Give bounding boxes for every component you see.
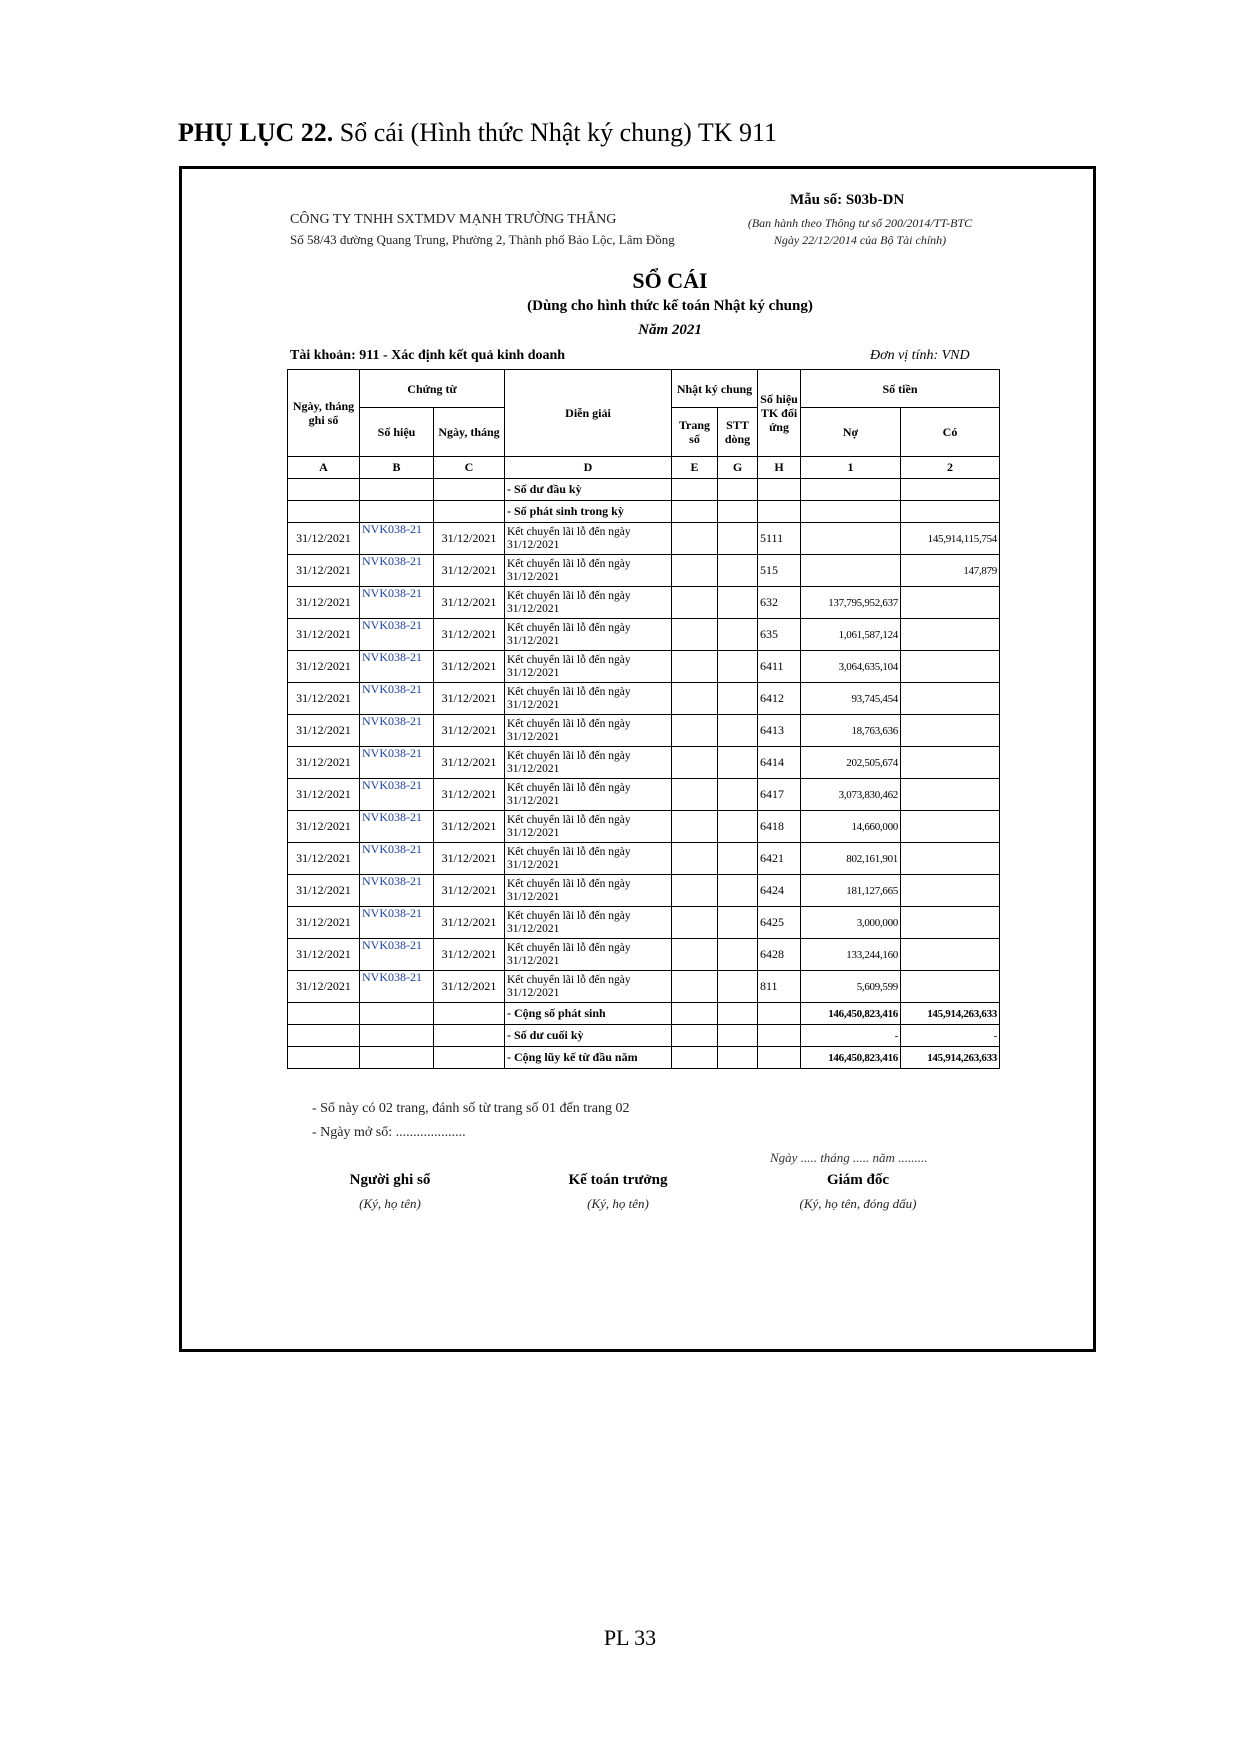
closing-balance-row [288, 1025, 1000, 1047]
entry-account: 6418 [758, 811, 801, 843]
entry-debit: 3,064,635,104 [801, 651, 901, 683]
letter-h: H [758, 457, 801, 479]
entry-doc-number: NVK038-21 [360, 683, 434, 715]
entry-doc-number: NVK038-21 [360, 523, 434, 555]
letter-e: E [672, 457, 718, 479]
entry-journal-page [672, 907, 718, 939]
entry-journal-page [672, 843, 718, 875]
entry-account: 6412 [758, 683, 801, 715]
entry-date: 31/12/2021 [288, 843, 360, 875]
entry-description: Kết chuyển lãi lỗ đến ngày 31/12/2021 [505, 619, 672, 651]
entry-debit: 202,505,674 [801, 747, 901, 779]
opening-label: - Số dư đầu kỳ [505, 479, 672, 501]
entry-description: Kết chuyển lãi lỗ đến ngày 31/12/2021 [505, 971, 672, 1003]
entry-account: 6425 [758, 907, 801, 939]
entry-debit [801, 555, 901, 587]
entry-journal-page [672, 811, 718, 843]
header-journal: Nhật ký chung [672, 370, 758, 408]
entry-account: 811 [758, 971, 801, 1003]
header-description: Diễn giải [505, 370, 672, 457]
entry-credit [901, 811, 1000, 843]
period-label-row [288, 501, 1000, 523]
heading-rest: Sổ cái (Hình thức Nhật ký chung) TK 911 [333, 118, 778, 147]
entry-journal-line [718, 555, 758, 587]
entry-description: Kết chuyển lãi lỗ đến ngày 31/12/2021 [505, 747, 672, 779]
entry-account: 6424 [758, 875, 801, 907]
table-row [288, 971, 1000, 1003]
ledger-title: SỔ CÁI [632, 268, 708, 293]
entry-account: 6413 [758, 715, 801, 747]
entry-journal-line [718, 587, 758, 619]
entry-doc-date: 31/12/2021 [434, 683, 505, 715]
entry-journal-line [718, 907, 758, 939]
letter-a: A [288, 457, 360, 479]
entry-doc-date: 31/12/2021 [434, 587, 505, 619]
form-code: Mẫu số: S03b-DN [790, 192, 905, 208]
letter-1: 1 [801, 457, 901, 479]
entry-date: 31/12/2021 [288, 747, 360, 779]
entry-debit [801, 523, 901, 555]
table-row [288, 779, 1000, 811]
entry-date: 31/12/2021 [288, 683, 360, 715]
entry-doc-date: 31/12/2021 [434, 651, 505, 683]
entry-journal-line [718, 971, 758, 1003]
entry-account: 6428 [758, 939, 801, 971]
signature-recorder: Người ghi sổ [349, 1172, 431, 1188]
entry-doc-number: NVK038-21 [360, 555, 434, 587]
header-line: STT dòng [718, 408, 758, 457]
letter-d: D [505, 457, 672, 479]
header-credit: Có [901, 408, 1000, 457]
entry-description: Kết chuyển lãi lỗ đến ngày 31/12/2021 [505, 683, 672, 715]
entry-credit: 147,879 [901, 555, 1000, 587]
entry-doc-date: 31/12/2021 [434, 619, 505, 651]
entry-doc-number: NVK038-21 [360, 651, 434, 683]
entry-doc-number: NVK038-21 [360, 779, 434, 811]
header-page: Trang số [672, 408, 718, 457]
company-address: Số 58/43 đường Quang Trung, Phường 2, Thành phố Bảo Lộc, Lâm Đồng [290, 232, 675, 247]
entry-credit [901, 779, 1000, 811]
form-note-line2: Ngày 22/12/2014 của Bộ Tài chính) [773, 233, 947, 247]
entry-journal-page [672, 971, 718, 1003]
header-voucher: Chứng từ [360, 370, 505, 408]
ytd-label: - Cộng lũy kế từ đầu năm [505, 1047, 672, 1069]
table-row [288, 587, 1000, 619]
entry-journal-line [718, 875, 758, 907]
closing-credit: - [901, 1025, 1000, 1047]
entry-journal-line [718, 683, 758, 715]
entry-date: 31/12/2021 [288, 523, 360, 555]
entry-journal-page [672, 587, 718, 619]
entry-date: 31/12/2021 [288, 619, 360, 651]
header-voucher-date: Ngày, tháng [434, 408, 505, 457]
table-row [288, 715, 1000, 747]
entry-debit: 181,127,665 [801, 875, 901, 907]
entry-doc-date: 31/12/2021 [434, 555, 505, 587]
entry-date: 31/12/2021 [288, 907, 360, 939]
ytd-total-row [288, 1047, 1000, 1069]
period-total-debit: 146,450,823,416 [801, 1003, 901, 1025]
entry-description: Kết chuyển lãi lỗ đến ngày 31/12/2021 [505, 907, 672, 939]
entry-doc-number: NVK038-21 [360, 715, 434, 747]
ledger-table [287, 369, 1000, 1069]
entry-date: 31/12/2021 [288, 779, 360, 811]
letter-2: 2 [901, 457, 1000, 479]
entry-journal-page [672, 747, 718, 779]
entry-description: Kết chuyển lãi lỗ đến ngày 31/12/2021 [505, 779, 672, 811]
entry-debit: 3,000,000 [801, 907, 901, 939]
entry-description: Kết chuyển lãi lỗ đến ngày 31/12/2021 [505, 811, 672, 843]
entry-journal-line [718, 715, 758, 747]
entry-doc-number: NVK038-21 [360, 619, 434, 651]
signature-director: Giám đốc [826, 1172, 890, 1188]
entry-doc-date: 31/12/2021 [434, 843, 505, 875]
ytd-credit: 145,914,263,633 [901, 1047, 1000, 1069]
entry-debit: 5,609,599 [801, 971, 901, 1003]
entry-credit [901, 587, 1000, 619]
letter-b: B [360, 457, 434, 479]
period-label: - Số phát sinh trong kỳ [505, 501, 672, 523]
entry-debit: 3,073,830,462 [801, 779, 901, 811]
table-row [288, 747, 1000, 779]
entry-doc-number: NVK038-21 [360, 811, 434, 843]
entry-description: Kết chuyển lãi lỗ đến ngày 31/12/2021 [505, 843, 672, 875]
entry-credit [901, 715, 1000, 747]
entry-journal-page [672, 555, 718, 587]
entry-debit: 14,660,000 [801, 811, 901, 843]
entry-date: 31/12/2021 [288, 939, 360, 971]
page-heading [178, 118, 777, 148]
entry-debit: 18,763,636 [801, 715, 901, 747]
entry-description: Kết chuyển lãi lỗ đến ngày 31/12/2021 [505, 523, 672, 555]
entry-description: Kết chuyển lãi lỗ đến ngày 31/12/2021 [505, 555, 672, 587]
entry-doc-number: NVK038-21 [360, 939, 434, 971]
signature-chief: Kế toán trưởng [568, 1172, 668, 1188]
note-pages: - Sổ này có 02 trang, đánh số từ trang số 01 đến trang 02 [312, 1101, 630, 1116]
entry-doc-date: 31/12/2021 [434, 907, 505, 939]
entry-credit [901, 971, 1000, 1003]
table-row [288, 939, 1000, 971]
entry-journal-line [718, 939, 758, 971]
signature-recorder-sub: (Ký, họ tên) [359, 1196, 421, 1211]
entry-doc-number: NVK038-21 [360, 971, 434, 1003]
opening-balance-row [288, 479, 1000, 501]
entry-journal-page [672, 683, 718, 715]
entry-doc-date: 31/12/2021 [434, 971, 505, 1003]
account-label: Tài khoản: 911 - Xác định kết quả kinh doanh [290, 348, 566, 363]
header-account: Số hiệu TK đối ứng [758, 370, 801, 457]
table-row [288, 811, 1000, 843]
entry-account: 632 [758, 587, 801, 619]
column-letters-row [288, 457, 1000, 479]
ledger-subtitle: (Dùng cho hình thức kế toán Nhật ký chung) [527, 298, 813, 314]
table-row [288, 907, 1000, 939]
entry-doc-number: NVK038-21 [360, 875, 434, 907]
entry-doc-date: 31/12/2021 [434, 811, 505, 843]
entry-account: 6414 [758, 747, 801, 779]
currency-unit: Đơn vị tính: VND [870, 348, 970, 363]
entry-debit: 133,244,160 [801, 939, 901, 971]
ytd-debit: 146,450,823,416 [801, 1047, 901, 1069]
entry-credit [901, 619, 1000, 651]
letter-c: C [434, 457, 505, 479]
entry-credit [901, 939, 1000, 971]
signature-director-sub: (Ký, họ tên, đóng dấu) [799, 1196, 917, 1211]
entry-journal-line [718, 843, 758, 875]
entry-journal-page [672, 779, 718, 811]
period-total-row [288, 1003, 1000, 1025]
note-open-date: - Ngày mở sổ: .................... [312, 1125, 466, 1140]
entry-date: 31/12/2021 [288, 971, 360, 1003]
entry-date: 31/12/2021 [288, 587, 360, 619]
entry-description: Kết chuyển lãi lỗ đến ngày 31/12/2021 [505, 715, 672, 747]
table-row [288, 523, 1000, 555]
period-total-credit: 145,914,263,633 [901, 1003, 1000, 1025]
entry-doc-number: NVK038-21 [360, 747, 434, 779]
entry-description: Kết chuyển lãi lỗ đến ngày 31/12/2021 [505, 939, 672, 971]
entry-doc-date: 31/12/2021 [434, 875, 505, 907]
entry-account: 6421 [758, 843, 801, 875]
entry-date: 31/12/2021 [288, 811, 360, 843]
entry-account: 6411 [758, 651, 801, 683]
entry-debit: 93,745,454 [801, 683, 901, 715]
table-row [288, 619, 1000, 651]
entry-journal-line [718, 747, 758, 779]
table-row [288, 843, 1000, 875]
closing-label: - Số dư cuối kỳ [505, 1025, 672, 1047]
entry-credit [901, 907, 1000, 939]
entry-credit [901, 875, 1000, 907]
entry-journal-page [672, 875, 718, 907]
entry-journal-line [718, 523, 758, 555]
entry-account: 5111 [758, 523, 801, 555]
table-row [288, 651, 1000, 683]
table-row [288, 875, 1000, 907]
entry-date: 31/12/2021 [288, 875, 360, 907]
entry-account: 515 [758, 555, 801, 587]
table-row [288, 683, 1000, 715]
letter-g: G [718, 457, 758, 479]
form-note [710, 215, 1010, 249]
signature-date-line: Ngày ..... tháng ..... năm ......... [770, 1150, 928, 1165]
table-row [288, 555, 1000, 587]
entry-doc-number: NVK038-21 [360, 843, 434, 875]
entry-date: 31/12/2021 [288, 651, 360, 683]
entry-credit [901, 843, 1000, 875]
page-number: PL 33 [603, 1625, 657, 1650]
entry-journal-line [718, 619, 758, 651]
entry-doc-date: 31/12/2021 [434, 715, 505, 747]
header-amount: Số tiền [801, 370, 1000, 408]
entry-doc-number: NVK038-21 [360, 587, 434, 619]
entry-debit: 137,795,952,637 [801, 587, 901, 619]
entry-doc-date: 31/12/2021 [434, 523, 505, 555]
entry-description: Kết chuyển lãi lỗ đến ngày 31/12/2021 [505, 587, 672, 619]
entry-credit [901, 651, 1000, 683]
entry-doc-date: 31/12/2021 [434, 939, 505, 971]
entry-date: 31/12/2021 [288, 715, 360, 747]
entry-journal-page [672, 715, 718, 747]
period-total-label: - Cộng số phát sinh [505, 1003, 672, 1025]
header-debit: Nợ [801, 408, 901, 457]
entry-journal-line [718, 651, 758, 683]
entry-date: 31/12/2021 [288, 555, 360, 587]
entry-journal-page [672, 939, 718, 971]
form-note-line1: (Ban hành theo Thông tư số 200/2014/TT-BTC [747, 216, 973, 230]
header-voucher-no: Số hiệu [360, 408, 434, 457]
entry-journal-line [718, 779, 758, 811]
entry-journal-page [672, 523, 718, 555]
entry-credit [901, 747, 1000, 779]
entry-description: Kết chuyển lãi lỗ đến ngày 31/12/2021 [505, 651, 672, 683]
entry-debit: 1,061,587,124 [801, 619, 901, 651]
entry-debit: 802,161,901 [801, 843, 901, 875]
signature-chief-sub: (Ký, họ tên) [587, 1196, 649, 1211]
entry-account: 6417 [758, 779, 801, 811]
entry-description: Kết chuyển lãi lỗ đến ngày 31/12/2021 [505, 875, 672, 907]
company-name: CÔNG TY TNHH SXTMDV MẠNH TRƯỜNG THẮNG [290, 212, 617, 227]
heading-bold: PHỤ LỤC 22. [178, 118, 334, 147]
entry-journal-page [672, 651, 718, 683]
closing-debit: - [801, 1025, 901, 1047]
entry-doc-number: NVK038-21 [360, 907, 434, 939]
entry-credit [901, 683, 1000, 715]
entry-doc-date: 31/12/2021 [434, 779, 505, 811]
ledger-year: Năm 2021 [638, 322, 702, 338]
entry-doc-date: 31/12/2021 [434, 747, 505, 779]
entry-journal-page [672, 619, 718, 651]
entry-credit: 145,914,115,754 [901, 523, 1000, 555]
header-date: Ngày, tháng ghi sổ [288, 370, 360, 457]
entry-journal-line [718, 811, 758, 843]
entry-account: 635 [758, 619, 801, 651]
